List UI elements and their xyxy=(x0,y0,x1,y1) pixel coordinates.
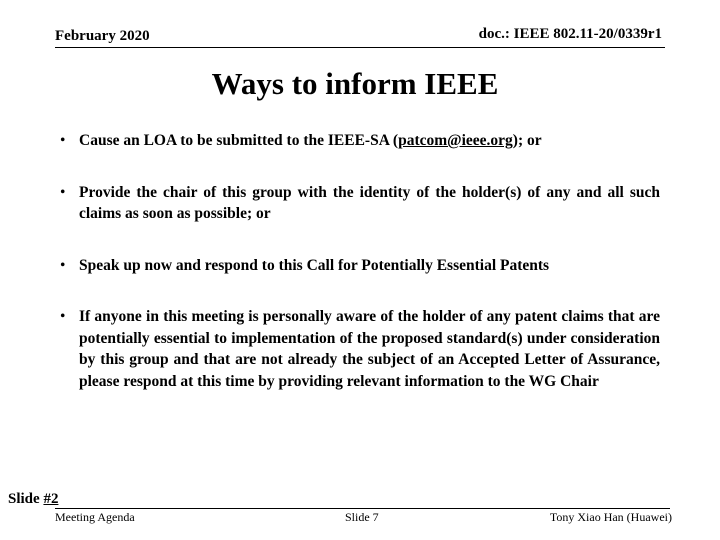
bullet-text: ); or xyxy=(512,132,542,149)
slide-label-number: #2 xyxy=(43,491,59,507)
header-document-id: doc.: IEEE 802.11-20/0339r1 xyxy=(478,26,662,42)
slide-number-label xyxy=(8,491,58,508)
header-date: February 2020 xyxy=(55,28,150,44)
footer-left-text: Meeting Agenda xyxy=(55,510,135,524)
bullet-speak-up: • Speak up now and respond to this Call for Potentially Essential Patents xyxy=(60,255,660,277)
footer-author: Tony Xiao Han (Huawei) xyxy=(549,510,672,524)
slide-title: Ways to inform IEEE xyxy=(211,66,499,101)
footer-divider xyxy=(55,508,670,509)
bullet-submit-loa xyxy=(60,130,660,152)
email-link[interactable]: patcom@ieee.org xyxy=(398,132,513,149)
bullet-list xyxy=(60,130,660,392)
bullet-personally-aware: • If anyone in this meeting is personally aware of the holder of any patent claims that are potentially essential to implementation of the proposed standard(s) under consideration by this group and that are not already the subject of an Accepted Letter of Assurance, please respond at this time by providing relevant information to the WG Chair xyxy=(60,306,660,392)
header-divider xyxy=(55,47,665,48)
slide-label-prefix: Slide xyxy=(8,491,44,507)
bullet-text: Cause an LOA to be submitted to the IEEE-SA ( xyxy=(79,132,399,149)
bullet-provide-chair: • Provide the chair of this group with the identity of the holder(s) of any and all such claims as soon as possible; or xyxy=(60,182,660,225)
footer-slide-number: Slide 7 xyxy=(345,510,379,524)
